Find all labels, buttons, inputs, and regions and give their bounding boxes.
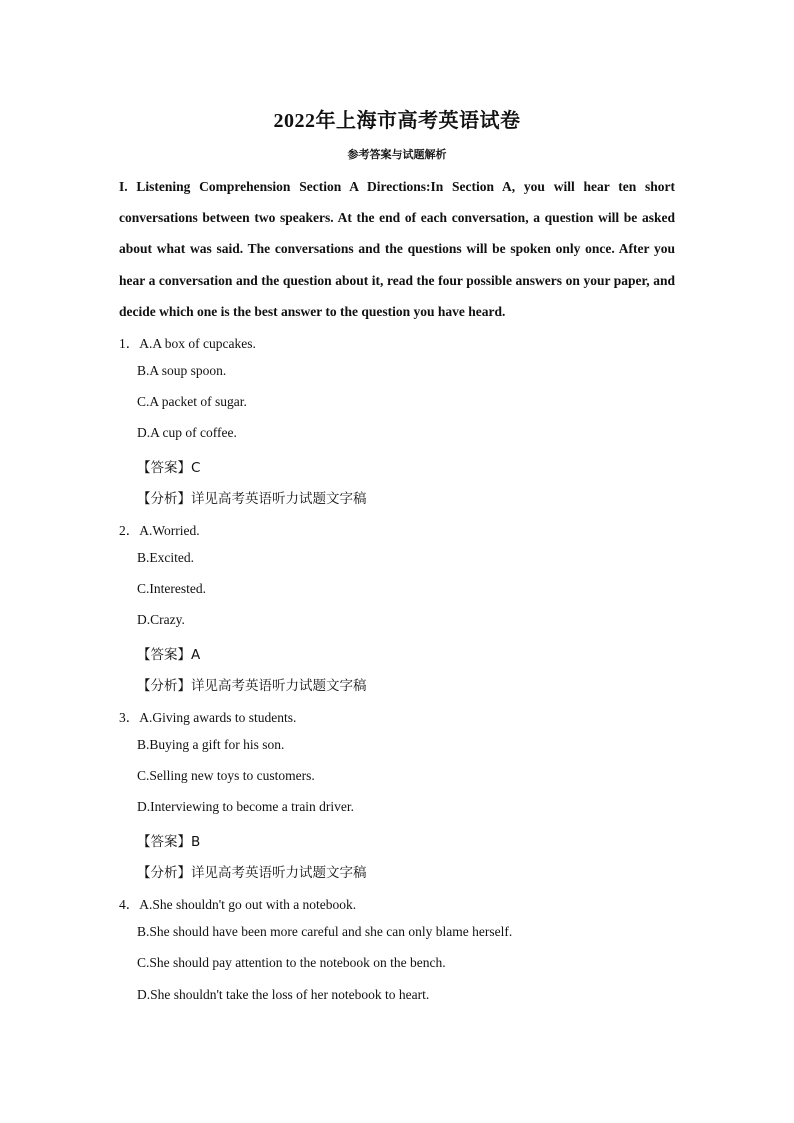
analysis-line: 【分析】详见高考英语听力试题文字稿	[137, 491, 367, 507]
option-a: A.Worried.	[139, 523, 200, 538]
question-number: 4．	[119, 897, 140, 912]
option-a: A.She shouldn't go out with a notebook.	[139, 897, 357, 912]
option-d: D.A cup of coffee.	[137, 425, 237, 440]
analysis-line: 【分析】详见高考英语听力试题文字稿	[137, 865, 367, 881]
answer-line: 【答案】C	[137, 460, 201, 476]
option-d: D.She shouldn't take the loss of her notebook to heart.	[137, 987, 430, 1002]
analysis-line: 【分析】详见高考英语听力试题文字稿	[137, 678, 367, 694]
question-2	[119, 519, 200, 539]
option-b: B.Buying a gift for his son.	[137, 737, 285, 752]
option-c: C.Selling new toys to customers.	[137, 768, 315, 783]
option-b: B.She should have been more careful and she can only blame herself.	[137, 924, 513, 939]
directions-paragraph: I. Listening Comprehension Section A Directions:In Section A, you will hear ten short conversations between two speakers. At the end of each conversation, a question will be asked about what was said. The conversations and the questions will be spoken only once. After you hear a conversation and the question about it, read the four possible answers on your paper, and decide which one is the best answer to the question you have heard.	[119, 179, 675, 319]
option-d: D.Interviewing to become a train driver.	[137, 799, 355, 814]
question-number: 1．	[119, 336, 140, 351]
answer-line: 【答案】B	[137, 834, 201, 850]
page-subtitle: 参考答案与试题解析	[347, 149, 447, 161]
option-c: C.A packet of sugar.	[137, 394, 247, 409]
option-c: C.Interested.	[137, 581, 206, 596]
question-1	[119, 332, 256, 352]
option-a: A.Giving awards to students.	[139, 710, 297, 725]
question-number: 3．	[119, 710, 140, 725]
question-4	[119, 893, 356, 913]
option-c: C.She should pay attention to the notebook on the bench.	[137, 955, 446, 970]
answer-line: 【答案】A	[137, 647, 201, 663]
question-number: 2．	[119, 523, 140, 538]
question-3	[119, 706, 296, 726]
option-a: A.A box of cupcakes.	[139, 336, 256, 351]
page-title: 2022年上海市高考英语试卷	[273, 110, 521, 132]
option-b: B.A soup spoon.	[137, 363, 227, 378]
option-d: D.Crazy.	[137, 612, 185, 627]
option-b: B.Excited.	[137, 550, 194, 565]
